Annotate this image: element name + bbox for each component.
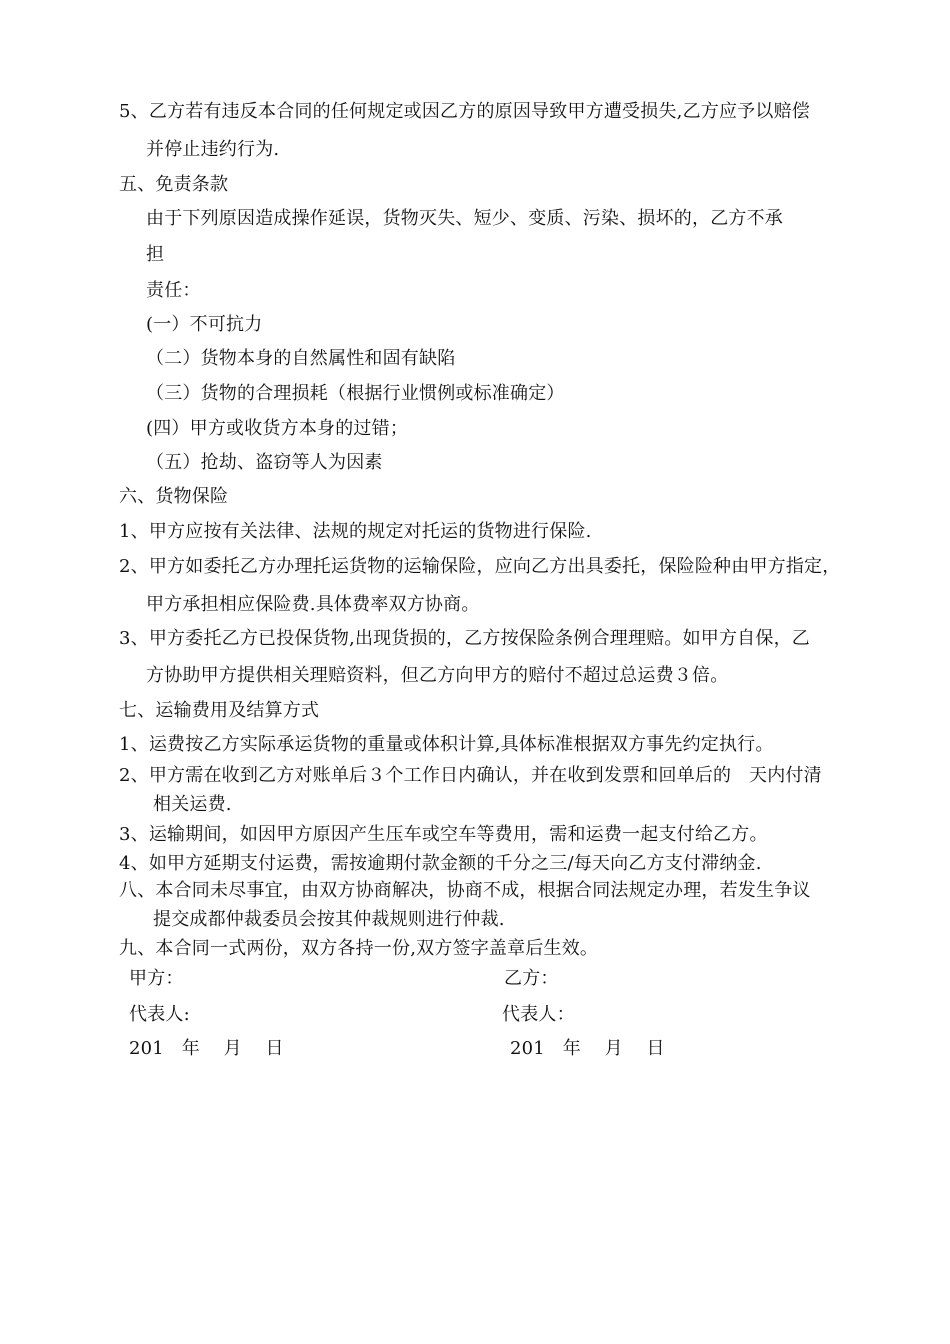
section5-item-1: (一）不可抗力 (146, 314, 263, 335)
section5-item-5: （五）抢劫、盗窃等人为因素 (146, 452, 383, 473)
section6-item1: 1、甲方应按有关法律、法规的规定对托运的货物进行保险. (119, 521, 592, 542)
section7-heading: 七、运输费用及结算方式 (119, 700, 320, 721)
section9-line1: 九、本合同一式两份，双方各持一份,双方签字盖章后生效。 (119, 938, 599, 959)
section6-item3-line2: 方协助甲方提供相关理赔资料，但乙方向甲方的赔付不超过总运费３倍。 (146, 665, 729, 686)
section7-item2-line2: 相关运费. (153, 794, 232, 815)
clause4-item5-line2: 并停止违约行为. (146, 139, 280, 160)
section7-item1: 1、运费按乙方实际承运货物的重量或体积计算,具体标准根据双方事先约定执行。 (119, 734, 774, 755)
clause4-item5-line1: 5、乙方若有违反本合同的任何规定或因乙方的原因导致甲方遭受损失,乙方应予以赔偿 (119, 101, 810, 122)
party-b-label: 乙方： (504, 968, 559, 989)
section5-item-4: (四）甲方或收货方本身的过错； (146, 418, 409, 439)
section5-item-2: （二）货物本身的自然属性和固有缺陷 (146, 348, 456, 369)
section6-heading: 六、货物保险 (119, 486, 229, 507)
section6-item3-line1: 3、甲方委托乙方已投保货物,出现货损的，乙方按保险条例合理理赔。如甲方自保，乙 (119, 628, 810, 649)
section5-intro-line1: 由于下列原因造成操作延误，货物灭失、短少、变质、污染、损坏的，乙方不承 (146, 208, 783, 229)
party-b-representative: 代表人： (502, 1004, 575, 1025)
section7-item2-line1: 2、甲方需在收到乙方对账单后３个工作日内确认，并在收到发票和回单后的 天内付清 (119, 765, 822, 786)
section6-item2-line2: 甲方承担相应保险费.具体费率双方协商。 (146, 594, 480, 615)
section8-line1: 八、本合同未尽事宜，由双方协商解决，协商不成，根据合同法规定办理，若发生争议 (119, 880, 811, 901)
section5-heading: 五、免责条款 (119, 174, 229, 195)
section6-item2-line1: 2、甲方如委托乙方办理托运货物的运输保险，应向乙方出具委托，保险险种由甲方指定， (119, 556, 841, 577)
section5-intro-line2: 担 (146, 244, 165, 265)
section7-item4: 4、如甲方延期支付运费，需按逾期付款金额的千分之三/每天向乙方支付滞纳金. (119, 853, 762, 874)
party-b-date: 201 年 月 日 (510, 1038, 665, 1059)
party-a-representative: 代表人: (129, 1004, 190, 1025)
section5-item-3: （三）货物的合理损耗（根据行业惯例或标准确定） (146, 383, 565, 404)
section8-line2: 提交成都仲裁委员会按其仲裁规则进行仲裁. (153, 909, 505, 930)
party-a-label: 甲方： (129, 968, 184, 989)
section7-item3: 3、运输期间，如因甲方原因产生压车或空车等费用，需和运费一起支付给乙方。 (119, 824, 768, 845)
section5-intro-line3: 责任： (146, 280, 201, 301)
party-a-date: 201 年 月 日 (129, 1038, 284, 1059)
